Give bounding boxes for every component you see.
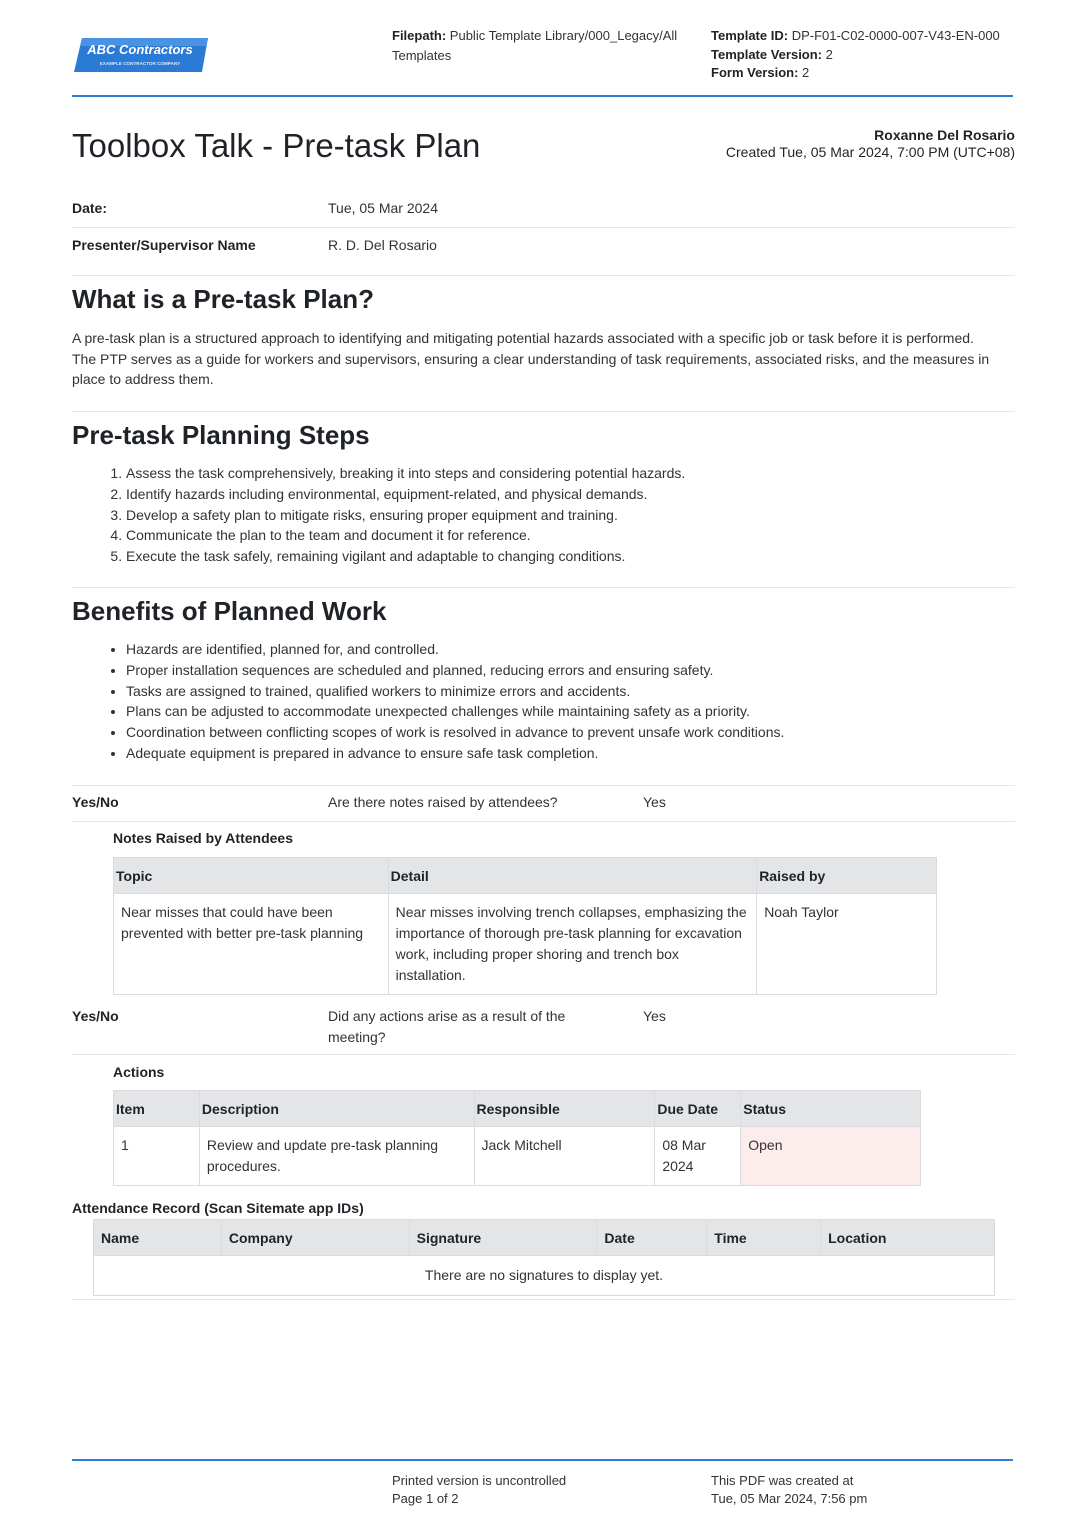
section-heading-steps: Pre-task Planning Steps bbox=[72, 420, 370, 450]
column-header: Item bbox=[114, 1091, 200, 1127]
page-title: Toolbox Talk - Pre-task Plan bbox=[72, 127, 481, 164]
list-item: • Tasks are assigned to trained, qualified workers to minimize errors and accidents. bbox=[126, 681, 1006, 702]
steps-list bbox=[126, 463, 1006, 567]
column-header: Description bbox=[199, 1091, 474, 1127]
action-item: 1 bbox=[114, 1127, 200, 1186]
logo-name: ABC Contractors bbox=[87, 42, 193, 57]
template-version-value: 2 bbox=[825, 47, 833, 62]
column-header: Time bbox=[707, 1220, 821, 1256]
author-name: Roxanne Del Rosario bbox=[874, 127, 1015, 143]
divider bbox=[72, 227, 1015, 228]
template-id-value: DP-F01-C02-0000-007-V43-EN-000 bbox=[791, 28, 1000, 43]
filepath-block bbox=[392, 26, 692, 66]
list-item: 1. Assess the task comprehensively, breaking it into steps and considering potential hazards. bbox=[126, 463, 1006, 484]
list-item: 2. Identify hazards including environmental, equipment-related, and physical demands. bbox=[126, 484, 1006, 505]
logo-tagline: EXAMPLE CONTRACTOR COMPANY bbox=[99, 61, 181, 66]
created-timestamp: Created Tue, 05 Mar 2024, 7:00 PM (UTC+08) bbox=[725, 144, 1015, 160]
list-item: 5. Execute the task safely, remaining vigilant and adaptable to changing conditions. bbox=[126, 546, 1006, 567]
form-version-value: 2 bbox=[802, 65, 810, 80]
divider bbox=[72, 1299, 1015, 1300]
pdf-created-label: This PDF was created at bbox=[711, 1473, 854, 1488]
note-detail: Near misses involving trench collapses, emphasizing the importance of thorough pre-task planning for excavation work, including proper shoring and trench box installation. bbox=[388, 894, 757, 995]
template-id-label: Template ID: bbox=[711, 28, 789, 43]
notes-answer: Yes bbox=[643, 794, 666, 810]
table-header-row bbox=[114, 858, 937, 894]
presenter-label: Presenter/Supervisor Name bbox=[72, 237, 256, 253]
yes-no-label: Yes/No bbox=[72, 794, 119, 810]
actions-title: Actions bbox=[113, 1064, 165, 1080]
notes-table bbox=[113, 857, 937, 995]
column-header: Name bbox=[94, 1220, 222, 1256]
attendance-table bbox=[93, 1219, 995, 1296]
footer-left bbox=[392, 1472, 566, 1508]
form-version-label: Form Version: bbox=[711, 65, 799, 80]
notes-question: Are there notes raised by attendees? bbox=[328, 794, 558, 810]
header-divider bbox=[72, 95, 1013, 97]
footer-divider bbox=[72, 1459, 1013, 1461]
divider bbox=[72, 411, 1015, 412]
date-value: Tue, 05 Mar 2024 bbox=[328, 200, 438, 216]
column-header: Status bbox=[741, 1091, 921, 1127]
divider bbox=[72, 587, 1015, 588]
actions-answer: Yes bbox=[643, 1008, 666, 1024]
column-header: Raised by bbox=[757, 858, 937, 894]
list-item: • Adequate equipment is prepared in advance to ensure safe task completion. bbox=[126, 743, 1006, 764]
action-due-date: 08 Mar 2024 bbox=[655, 1127, 741, 1186]
note-topic: Near misses that could have been prevented with better pre-task planning bbox=[114, 894, 389, 995]
divider bbox=[72, 1054, 1015, 1055]
notes-title: Notes Raised by Attendees bbox=[113, 830, 293, 846]
author-block bbox=[726, 127, 1015, 161]
attendance-title: Attendance Record (Scan Sitemate app IDs) bbox=[72, 1200, 364, 1216]
template-version-label: Template Version: bbox=[711, 47, 823, 62]
table-row bbox=[94, 1256, 995, 1296]
column-header: Topic bbox=[114, 858, 389, 894]
uncontrolled-notice: Printed version is uncontrolled bbox=[392, 1473, 567, 1488]
table-header-row bbox=[114, 1091, 921, 1127]
section-heading-benefits: Benefits of Planned Work bbox=[72, 596, 387, 626]
page-number: Page 1 of 2 bbox=[392, 1491, 459, 1506]
table-header-row bbox=[94, 1220, 995, 1256]
column-header: Responsible bbox=[474, 1091, 655, 1127]
table-row bbox=[114, 894, 937, 995]
filepath-value: Public Template Library/000_Legacy/All Templates bbox=[392, 28, 678, 63]
column-header: Detail bbox=[388, 858, 757, 894]
column-header: Signature bbox=[409, 1220, 597, 1256]
list-item: 3. Develop a safety plan to mitigate risks, ensuring proper equipment and training. bbox=[126, 505, 1006, 526]
action-responsible: Jack Mitchell bbox=[474, 1127, 655, 1186]
divider bbox=[72, 785, 1015, 786]
benefits-list bbox=[126, 639, 1006, 764]
pdf-created-value: Tue, 05 Mar 2024, 7:56 pm bbox=[711, 1491, 868, 1506]
list-item: • Proper installation sequences are scheduled and planned, reducing errors and ensuring safety. bbox=[126, 660, 1006, 681]
company-logo bbox=[74, 36, 210, 74]
actions-table bbox=[113, 1090, 921, 1186]
filepath-label: Filepath: bbox=[392, 28, 447, 43]
action-status: Open bbox=[741, 1127, 921, 1186]
attendance-empty-message: There are no signatures to display yet. bbox=[94, 1256, 995, 1296]
list-item: • Plans can be adjusted to accommodate unexpected challenges while maintaining safety as a priority. bbox=[126, 701, 1006, 722]
column-header: Company bbox=[221, 1220, 409, 1256]
presenter-value: R. D. Del Rosario bbox=[328, 237, 437, 253]
yes-no-label: Yes/No bbox=[72, 1008, 119, 1024]
divider bbox=[72, 821, 1015, 822]
column-header: Date bbox=[597, 1220, 707, 1256]
what-body: A pre-task plan is a structured approach to identifying and mitigating potential hazards associated with a specific job or task before it is performed. The PTP serves as a guide for workers and supervisors, ensuring a clear understanding of task requirements, associated risks, and the measures in place to address them. bbox=[72, 330, 990, 387]
section-heading-what: What is a Pre-task Plan? bbox=[72, 284, 374, 314]
actions-question: Did any actions arise as a result of the meeting? bbox=[328, 1008, 566, 1045]
divider bbox=[72, 275, 1015, 276]
table-row bbox=[114, 1127, 921, 1186]
column-header: Location bbox=[821, 1220, 995, 1256]
date-label: Date: bbox=[72, 200, 108, 216]
note-raised-by: Noah Taylor bbox=[757, 894, 937, 995]
action-description: Review and update pre-task planning procedures. bbox=[199, 1127, 474, 1186]
list-item: • Coordination between conflicting scopes of work is resolved in advance to prevent unsafe work conditions. bbox=[126, 722, 1006, 743]
list-item: 4. Communicate the plan to the team and document it for reference. bbox=[126, 525, 1006, 546]
column-header: Due Date bbox=[655, 1091, 741, 1127]
list-item: • Hazards are identified, planned for, and controlled. bbox=[126, 639, 1006, 660]
template-meta-block bbox=[711, 26, 1031, 82]
footer-right bbox=[711, 1472, 867, 1508]
